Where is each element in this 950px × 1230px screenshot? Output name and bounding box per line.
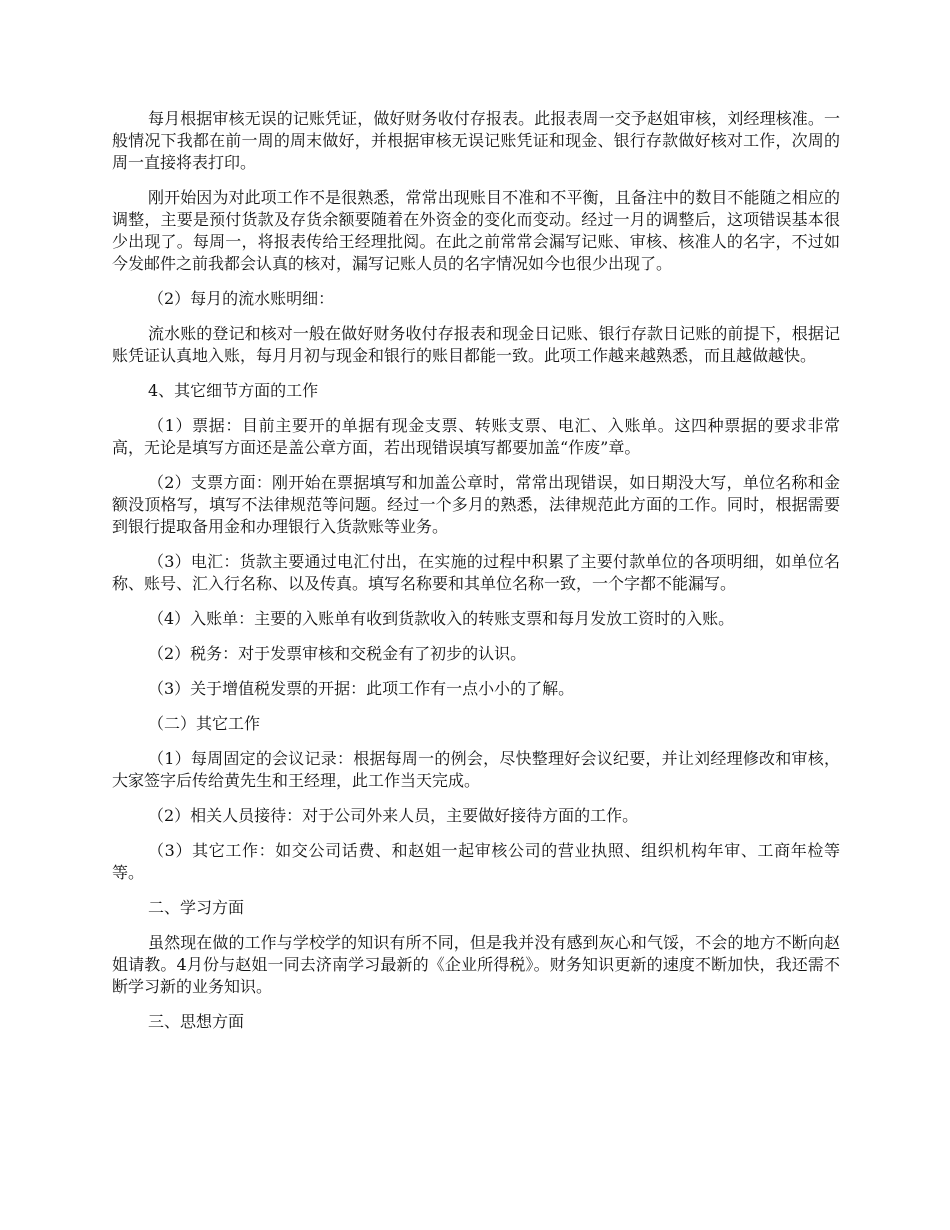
paragraph-heading-thoughts: 三、思想方面 (148, 1012, 245, 1031)
paragraph-reception: （2）相关人员接待：对于公司外来人员，主要做好接待方面的工作。 (148, 806, 639, 825)
paragraph-vat-invoice: （3）关于增值税发票的开据：此项工作有一点小小的了解。 (148, 679, 575, 698)
paragraph-heading-learning: 二、学习方面 (148, 898, 245, 917)
paragraph-meeting-notes: （1）每周固定的会议记录：根据每周一的例会，尽快整理好会议纪要，并让刘经理修改和审核，大家签字后传给黄先生和王经理，此工作当天完成。 (112, 749, 840, 790)
paragraph-checks: （2）支票方面：刚开始在票据填写和加盖公章时，常常出现错误，如日期没大写，单位名称和金额没顶格写，填写不法律规范等问题。经过一个多月的熟悉，法律规范此方面的工作。同时，根据需要到银行提取备用金和办理银行入货款账等业务。 (112, 473, 840, 536)
document-body (112, 108, 840, 1046)
paragraph-bills: （1）票据：目前主要开的单据有现金支票、转账支票、电汇、入账单。这四种票据的要求非常高，无论是填写方面还是盖公章方面，若出现错误填写都要加盖“作废”章。 (112, 416, 840, 457)
paragraph-tax: （2）税务：对于发票审核和交税金有了初步的认识。 (148, 644, 527, 663)
paragraph-learning: 虽然现在做的工作与学校学的知识有所不同，但是我并没有感到灰心和气馁，不会的地方不断向赵姐请教。4月份与赵姐一同去济南学习最新的《企业所得税》。财务知识更新的速度不断加快，我还需不断学习新的业务知识。 (112, 933, 840, 996)
paragraph-journal: 流水账的登记和核对一般在做好财务收付存报表和现金日记账、银行存款日记账的前提下，根据记账凭证认真地入账，每月月初与现金和银行的账目都能一致。此项工作越来越熟悉，而且越做越快。 (112, 324, 840, 365)
paragraph-heading-journal: （2）每月的流水账明细： (148, 289, 335, 308)
paragraph-wire-transfer: （3）电汇：货款主要通过电汇付出，在实施的过程中积累了主要付款单位的各项明细，如单位名称、账号、汇入行名称、以及传真。填写名称要和其单位名称一致，一个字都不能漏写。 (112, 552, 840, 593)
paragraph-ledger-report: 每月根据审核无误的记账凭证，做好财务收付存报表。此报表周一交予赵姐审核，刘经理核准。一般情况下我都在前一周的周末做好，并根据审核无误记账凭证和现金、银行存款做好核对工作，次周的周一直接将表打印。 (112, 109, 840, 172)
paragraph-deposit-slip: （4）入账单：主要的入账单有收到货款收入的转账支票和每月发放工资时的入账。 (148, 609, 735, 628)
paragraph-other-tasks: （3）其它工作：如交公司话费、和赵姐一起审核公司的营业执照、组织机构年审、工商年检等等。 (112, 841, 840, 882)
paragraph-heading-details: 4、其它细节方面的工作 (148, 381, 319, 400)
paragraph-report-errors: 刚开始因为对此项工作不是很熟悉，常常出现账目不准和不平衡，且备注中的数目不能随之相应的调整，主要是预付货款及存货余额要随着在外资金的变化而变动。经过一月的调整后，这项错误基本很少出现了。每周一，将报表传给王经理批阅。在此之前常常会漏写记账、审核、核准人的名字，不过如今发邮件之前我都会认真的核对，漏写记账人员的名字情况如今也很少出现了。 (112, 188, 840, 273)
paragraph-heading-other-work: （二）其它工作 (148, 714, 261, 733)
